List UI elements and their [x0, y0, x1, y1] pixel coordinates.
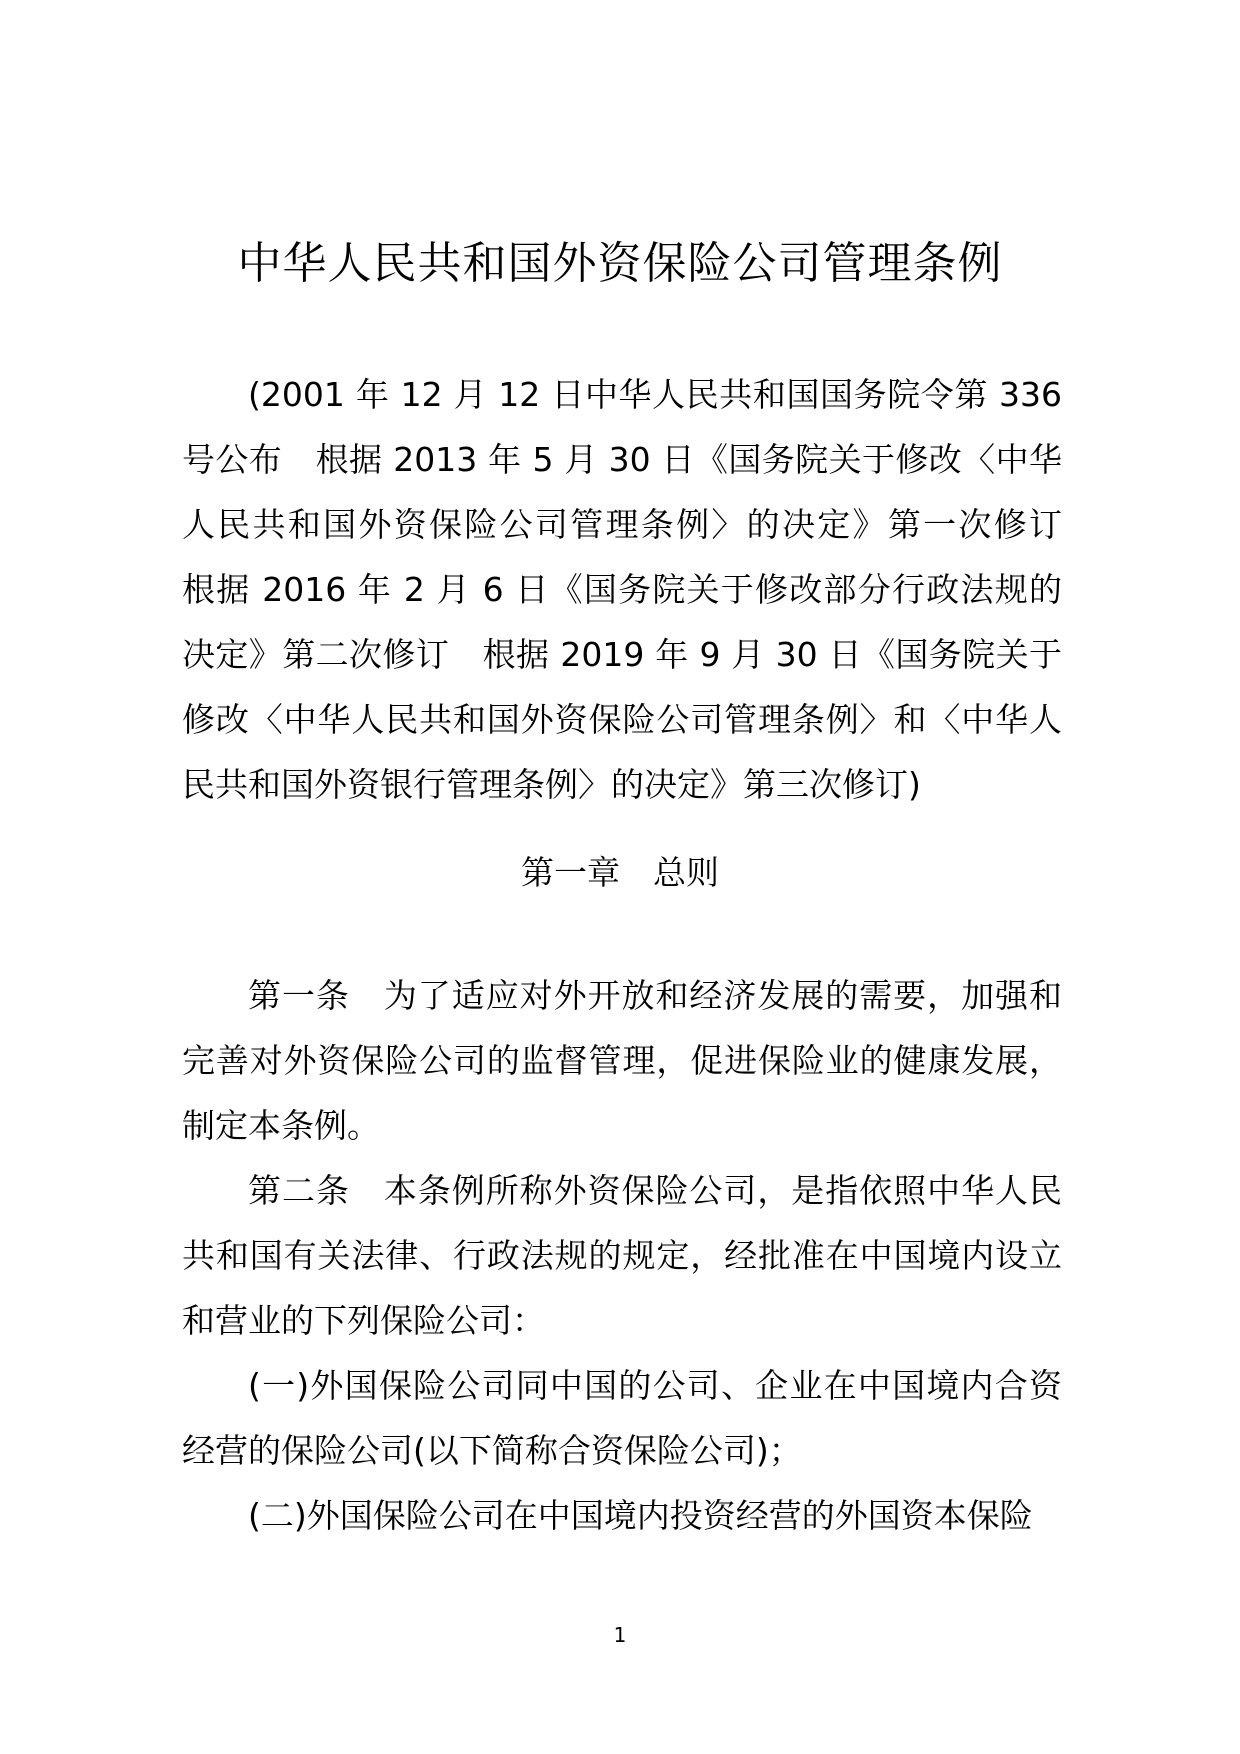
article-paragraph: 第一条 为了适应对外开放和经济发展的需要，加强和完善对外资保险公司的监督管理，促进保险业的健康发展，制定本条例。	[182, 976, 1062, 1145]
article-paragraph: 第二条 本条例所称外资保险公司，是指依照中华人民共和国有关法律、行政法规的规定，经批准在中国境内设立和营业的下列保险公司：	[182, 1171, 1062, 1340]
article-list	[182, 963, 1062, 1548]
list-item-paragraph: (二)外国保险公司在中国境内投资经营的外国资本保险	[248, 1496, 1033, 1535]
document-title: 中华人民共和国外资保险公司管理条例	[237, 238, 1003, 289]
page-number: 1	[613, 1623, 627, 1647]
chapter-heading: 第一章 总则	[521, 853, 719, 892]
list-item-paragraph: (一)外国保险公司同中国的公司、企业在中国境内合资经营的保险公司(以下简称合资保险公司)；	[182, 1366, 1062, 1470]
document-preamble: (2001 年 12 月 12 日中华人民共和国国务院令第 336 号公布 根据 2013 年 5 月 30 日《国务院关于修改〈中华人民共和国外资保险公司管理条例〉的决定》第一次修订 根据 2016 年 2 月 6 日《国务院关于修改部分行政法规的决定》第二次修订 根据 2019 年 9 月 30 日《国务院关于修改〈中华人民共和国外资保险公司管理条例〉和〈中华人民共和国外资银行管理条例〉的决定》第三次修订)	[182, 375, 1095, 804]
